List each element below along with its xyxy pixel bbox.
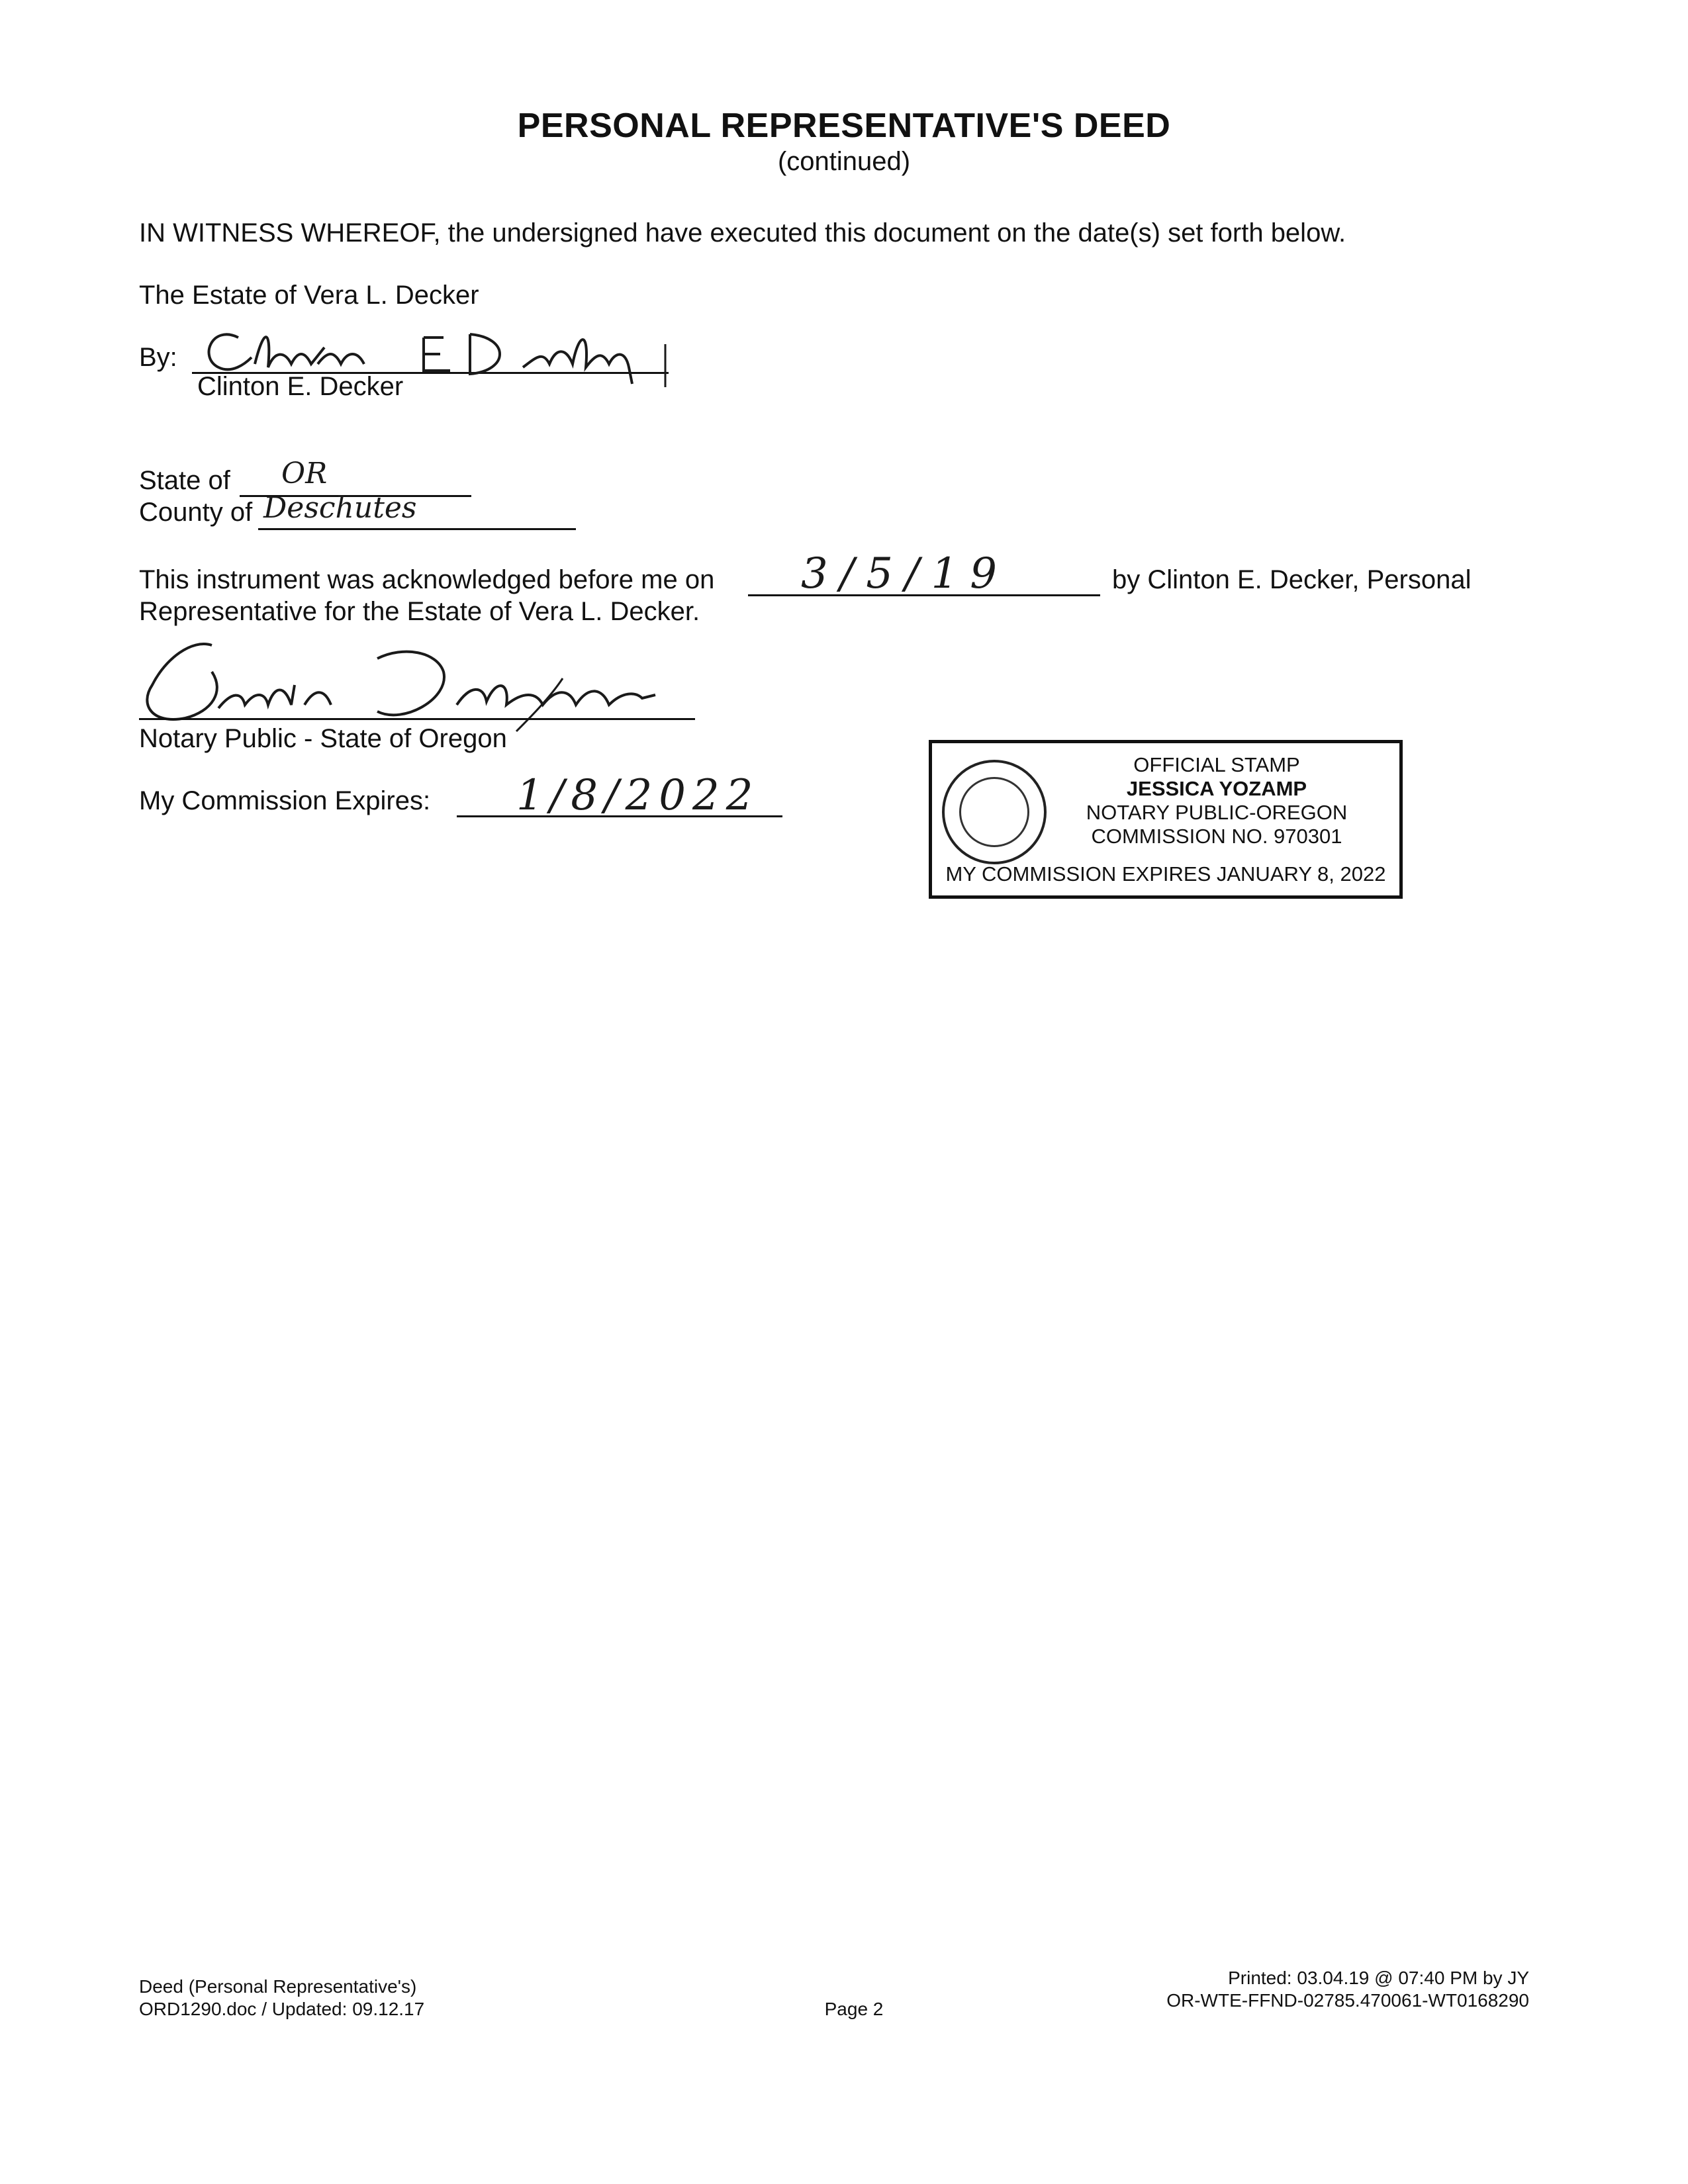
stamp-line-1: OFFICIAL STAMP bbox=[1133, 753, 1300, 776]
document-subtitle: (continued) bbox=[777, 147, 911, 176]
county-line bbox=[258, 528, 576, 530]
footer-left-line1: Deed (Personal Representative's) bbox=[139, 1976, 417, 1997]
notary-line bbox=[139, 718, 695, 720]
seal-inner-ring bbox=[959, 777, 1029, 847]
stamp-line-5: MY COMMISSION EXPIRES JANUARY 8, 2022 bbox=[945, 862, 1386, 886]
ack-date-value: 3/5/19 bbox=[801, 549, 1009, 598]
notary-stamp bbox=[929, 740, 1403, 899]
notary-signature bbox=[126, 632, 708, 738]
witness-clause: IN WITNESS WHEREOF, the undersigned have executed this document on the date(s) set forth below. bbox=[139, 218, 1346, 248]
estate-name: The Estate of Vera L. Decker bbox=[139, 281, 479, 310]
county-value: Deschutes bbox=[263, 491, 417, 525]
footer-page-number: Page 2 bbox=[824, 1999, 884, 2019]
footer-right-line1: Printed: 03.04.19 @ 07:40 PM by JY bbox=[1228, 1968, 1529, 1988]
commission-label: My Commission Expires: bbox=[139, 786, 431, 815]
oregon-seal-icon bbox=[942, 760, 1047, 864]
state-value: OR bbox=[281, 457, 328, 490]
stamp-line-3: NOTARY PUBLIC-OREGON bbox=[1086, 801, 1348, 824]
notary-label: Notary Public - State of Oregon bbox=[139, 724, 507, 753]
state-label: State of bbox=[139, 466, 230, 495]
ack-text-after: by Clinton E. Decker, Personal bbox=[1112, 565, 1472, 594]
signer-name: Clinton E. Decker bbox=[197, 372, 404, 401]
county-label: County of bbox=[139, 498, 253, 527]
document-title: PERSONAL REPRESENTATIVE'S DEED bbox=[517, 107, 1171, 145]
stamp-line-2: JESSICA YOZAMP bbox=[1126, 777, 1307, 800]
by-label: By: bbox=[139, 343, 177, 372]
footer-right-line2: OR-WTE-FFND-02785.470061-WT0168290 bbox=[1166, 1990, 1529, 2011]
footer-left-line2: ORD1290.doc / Updated: 09.12.17 bbox=[139, 1999, 425, 2019]
ack-text-before: This instrument was acknowledged before me on bbox=[139, 565, 715, 594]
stamp-line-4: COMMISSION NO. 970301 bbox=[1091, 825, 1342, 848]
ack-text-line2: Representative for the Estate of Vera L. Decker. bbox=[139, 597, 700, 626]
commission-value: 1/8/2022 bbox=[516, 771, 760, 820]
